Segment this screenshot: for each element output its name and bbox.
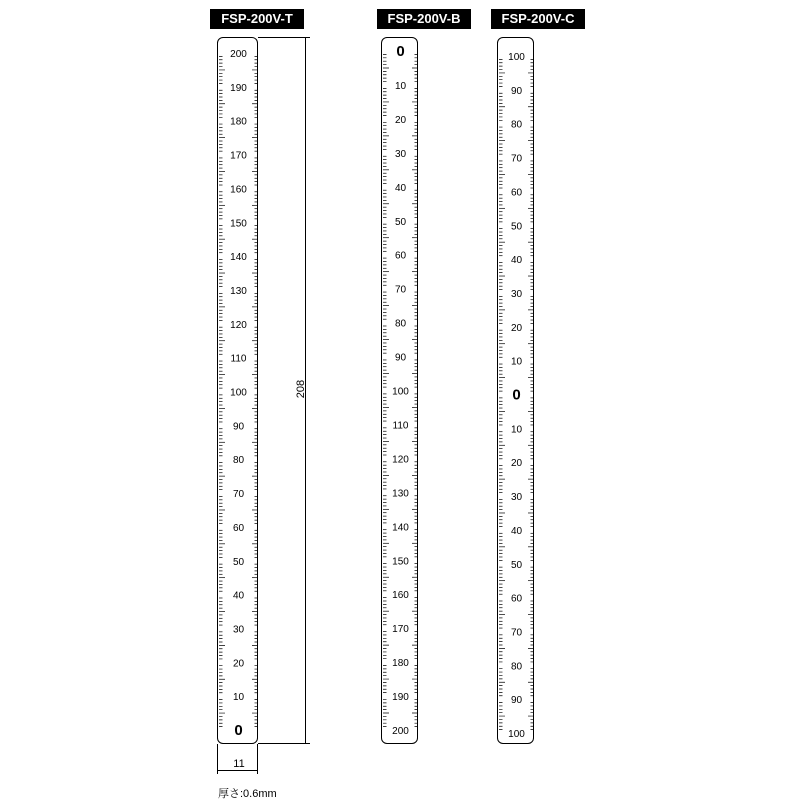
ruler-number-label: 130 <box>230 285 247 297</box>
ruler-number-label: 50 <box>510 221 523 233</box>
ruler-fsp-200v-c <box>497 37 534 744</box>
ruler-number-label: 40 <box>394 182 407 194</box>
ruler-fsp-200v-t <box>217 37 258 744</box>
ruler-number-label: 80 <box>394 318 407 330</box>
ruler-number-label: 90 <box>510 695 523 707</box>
ruler-number-label: 150 <box>230 218 247 230</box>
ruler-number-label: 80 <box>510 119 523 131</box>
ruler-number-label: 100 <box>230 387 247 399</box>
ruler-number-label: 0 <box>512 386 521 404</box>
ruler-number-label: 40 <box>510 525 523 537</box>
dim-208-label: 208 <box>295 379 307 399</box>
ruler-scale-t <box>218 38 258 744</box>
ruler-number-label: 70 <box>394 284 407 296</box>
ruler-number-label: 70 <box>232 489 245 501</box>
ruler-number-label: 10 <box>394 80 407 92</box>
ruler-number-label: 100 <box>392 386 409 398</box>
ruler-number-label: 20 <box>394 114 407 126</box>
ruler-number-label: 190 <box>230 82 247 94</box>
ruler-number-label: 160 <box>392 590 409 602</box>
ruler-number-label: 200 <box>392 726 409 737</box>
ruler-number-label: 130 <box>392 488 409 500</box>
ruler-number-label: 80 <box>510 661 523 673</box>
ruler-number-label: 100 <box>508 52 525 63</box>
ruler-number-label: 80 <box>232 455 245 467</box>
ruler-number-label: 20 <box>510 322 523 334</box>
ruler-number-label: 180 <box>392 658 409 670</box>
ruler-number-label: 20 <box>232 658 245 670</box>
model-label-fsp-200v-b: FSP-200V-B <box>377 9 471 29</box>
ruler-number-label: 40 <box>510 255 523 267</box>
dim-11-line <box>217 770 258 771</box>
ruler-number-label: 150 <box>392 556 409 568</box>
ruler-number-label: 160 <box>230 184 247 196</box>
ruler-number-label: 140 <box>392 522 409 534</box>
ruler-number-label: 170 <box>392 624 409 636</box>
ruler-number-label: 0 <box>396 43 405 60</box>
ruler-number-label: 50 <box>232 556 245 568</box>
ruler-number-label: 90 <box>232 421 245 433</box>
thickness-note: 厚さ:0.6mm <box>218 788 277 800</box>
ruler-number-label: 50 <box>510 559 523 571</box>
ruler-number-label: 60 <box>510 593 523 605</box>
ruler-number-label: 170 <box>230 150 247 162</box>
ruler-number-label: 70 <box>510 627 523 639</box>
ruler-number-label: 110 <box>230 353 247 365</box>
ruler-number-label: 50 <box>394 216 407 228</box>
ruler-number-label: 60 <box>510 187 523 199</box>
dim-208-bottom-extension <box>258 743 310 744</box>
ruler-number-label: 120 <box>392 454 409 466</box>
ruler-number-label: 90 <box>394 352 407 364</box>
ruler-number-label: 180 <box>230 116 247 128</box>
ruler-number-label: 200 <box>230 49 247 60</box>
ruler-number-label: 110 <box>392 420 409 432</box>
ruler-number-label: 60 <box>394 250 407 262</box>
dim-208-top-extension <box>258 37 310 38</box>
ruler-number-label: 30 <box>394 148 407 160</box>
ruler-number-label: 40 <box>232 590 245 602</box>
ruler-number-label: 10 <box>510 424 523 436</box>
ruler-number-label: 140 <box>230 252 247 264</box>
ruler-number-label: 30 <box>510 288 523 300</box>
ruler-number-label: 120 <box>230 319 247 331</box>
ruler-number-label: 90 <box>510 85 523 97</box>
dim-11-label: 11 <box>233 758 245 770</box>
ruler-number-label: 60 <box>232 522 245 534</box>
ruler-number-label: 20 <box>510 458 523 470</box>
ruler-number-label: 30 <box>232 624 245 636</box>
ruler-number-label: 10 <box>510 356 523 368</box>
ruler-scale-c <box>498 38 534 744</box>
ruler-number-label: 70 <box>510 153 523 165</box>
ruler-scale-b <box>382 38 418 744</box>
model-label-fsp-200v-c: FSP-200V-C <box>491 9 585 29</box>
ruler-number-label: 30 <box>510 492 523 504</box>
ruler-fsp-200v-b <box>381 37 418 744</box>
ruler-number-label: 0 <box>234 722 243 739</box>
model-label-fsp-200v-t: FSP-200V-T <box>210 9 304 29</box>
ruler-number-label: 190 <box>392 692 409 704</box>
ruler-number-label: 10 <box>232 692 245 704</box>
ruler-number-label: 100 <box>508 729 525 740</box>
